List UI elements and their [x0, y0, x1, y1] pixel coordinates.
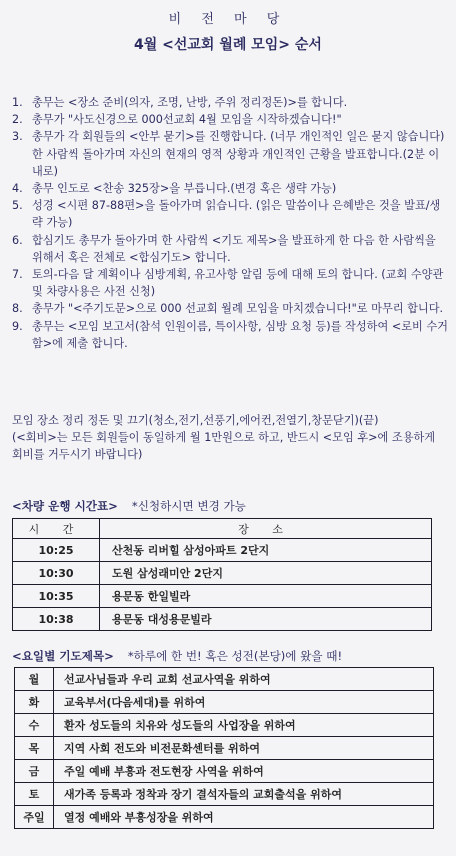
- brand-title: 비 전 마 당: [168, 12, 288, 27]
- prayer-topic: 지역 사회 전도와 비전문화센터를 위하여: [54, 737, 434, 760]
- item-number: 6.: [12, 233, 23, 247]
- vehicle-schedule-table: [12, 518, 432, 631]
- item-text: 총무가 각 회원들의 <안부 묻기>를 진행합니다. (너무 개인적인 일은 묻지 않습니다) 한 사람씩 돌아가며 자신의 현재의 영적 상황과 개인적인 근황을 발표합니다.(2분 이내로): [32, 130, 445, 178]
- item-text: 총무가 "사도신경으로 000선교회 4월 모임을 시작하겠습니다!": [32, 113, 342, 127]
- prayer-topic: 새가족 등록과 정착과 장기 결석자들의 교회출석을 위하여: [54, 783, 434, 806]
- place-column-header: 장 소: [100, 519, 432, 539]
- table-row: [13, 585, 432, 608]
- prayer-day: 화: [15, 691, 54, 714]
- table-row: [13, 562, 432, 585]
- list-item: [12, 94, 448, 111]
- prayer-topic: 교육부서(다음세대)를 위하여: [54, 691, 434, 714]
- list-item: [12, 266, 448, 300]
- item-text: 성경 <시편 87-88편>을 돌아가며 읽습니다. (읽은 말씀이나 은혜받은 것을 발표/생략 가능): [32, 199, 441, 230]
- list-item: [12, 197, 448, 231]
- table-row: [15, 737, 434, 760]
- prayer-heading: <요일별 기도제목>: [12, 649, 114, 663]
- list-item: [12, 180, 448, 197]
- item-text: 총무는 <장소 준비(의자, 조명, 난방, 주위 정리정돈)>를 합니다.: [32, 96, 348, 109]
- table-row: [15, 806, 434, 829]
- list-item: [12, 318, 448, 352]
- prayer-day: 목: [15, 737, 54, 760]
- item-text: 합심기도 총무가 돌아가며 한 사람씩 <기도 제목>을 발표하게 한 다음 한 사람씩을 위해서 혹은 전체로 <합심기도> 합니다.: [32, 233, 436, 264]
- schedule-time: 10:25: [13, 539, 100, 562]
- prayer-heading-row: [12, 648, 342, 664]
- schedule-time: 10:35: [13, 585, 100, 608]
- schedule-place: 용문동 대성용문빌라: [100, 608, 432, 631]
- cleanup-note: 모임 장소 정리 정돈 및 끄기(청소,전기,선풍기,에어컨,전열기,창문닫기)(끝): [12, 414, 379, 427]
- schedule-time: 10:30: [13, 562, 100, 585]
- item-text: 총무가 "<주기도문>으로 000 선교회 월례 모임을 마치겠습니다!"로 마무리 합니다.: [32, 302, 444, 316]
- fee-note: (<회비>는 모든 회원들이 동일하게 월 1만원으로 하고, 반드시 <모임 후>에 조용하게 회비를 거두시기 바랍니다): [12, 431, 436, 462]
- item-number: 5.: [12, 199, 23, 213]
- table-row: [15, 691, 434, 714]
- table-row: [15, 668, 434, 691]
- item-number: 8.: [12, 302, 23, 316]
- prayer-topic: 환자 성도들의 치유와 성도들의 사업장을 위하여: [54, 714, 434, 737]
- item-text: 토의-다음 달 계획이나 심방계획, 유고사항 알림 등에 대해 토의 합니다. (교회 수양관 및 차량사용은 사전 신청): [32, 268, 444, 299]
- item-text: 총무 인도로 <찬송 325장>을 부릅니다.(변경 혹은 생략 가능): [32, 182, 337, 196]
- prayer-day: 월: [15, 668, 54, 691]
- schedule-place: 도원 삼성래미안 2단지: [100, 562, 432, 585]
- time-column-header: 시 간: [13, 519, 100, 539]
- table-row: [13, 539, 432, 562]
- item-number: 3.: [12, 130, 23, 144]
- page-title: 4월 <선교회 월례 모임> 순서: [134, 37, 322, 53]
- table-row: [15, 783, 434, 806]
- schedule-subnote: *신청하시면 변경 가능: [131, 499, 246, 513]
- prayer-topic: 열정 예배와 부흥성장을 위하여: [54, 806, 434, 829]
- list-item: [12, 300, 448, 317]
- item-text: 총무는 <모임 보고서(참석 인원이름, 특이사항, 심방 요청 등)를 작성하여 <로비 수거함>에 제출 합니다.: [32, 319, 448, 350]
- schedule-place: 용문동 한일빌라: [100, 585, 432, 608]
- prayer-day: 금: [15, 760, 54, 783]
- schedule-heading: <차량 운행 시간표>: [12, 499, 118, 513]
- table-row: [15, 714, 434, 737]
- prayer-table: [14, 667, 434, 829]
- list-item: [12, 111, 448, 128]
- item-number: 9.: [12, 319, 23, 333]
- prayer-topic: 주일 예배 부흥과 전도현장 사역을 위하여: [54, 760, 434, 783]
- prayer-topic: 선교사님들과 우리 교회 선교사역을 위하여: [54, 668, 434, 691]
- item-number: 7.: [12, 268, 23, 282]
- list-item: [12, 128, 448, 180]
- table-header-row: [13, 519, 432, 539]
- prayer-subnote: *하루에 한 번! 혹은 성전(본당)에 왔을 때!: [127, 649, 343, 663]
- prayer-day: 주일: [15, 806, 54, 829]
- schedule-time: 10:38: [13, 608, 100, 631]
- item-number: 1.: [12, 96, 23, 109]
- notes-block: [12, 412, 448, 464]
- order-list: [12, 94, 448, 352]
- prayer-day: 토: [15, 783, 54, 806]
- item-number: 4.: [12, 182, 23, 196]
- table-row: [13, 608, 432, 631]
- schedule-place: 산천동 리버힐 삼성아파트 2단지: [100, 539, 432, 562]
- table-row: [15, 760, 434, 783]
- schedule-heading-row: [12, 498, 246, 514]
- prayer-day: 수: [15, 714, 54, 737]
- item-number: 2.: [12, 113, 23, 127]
- list-item: [12, 232, 448, 266]
